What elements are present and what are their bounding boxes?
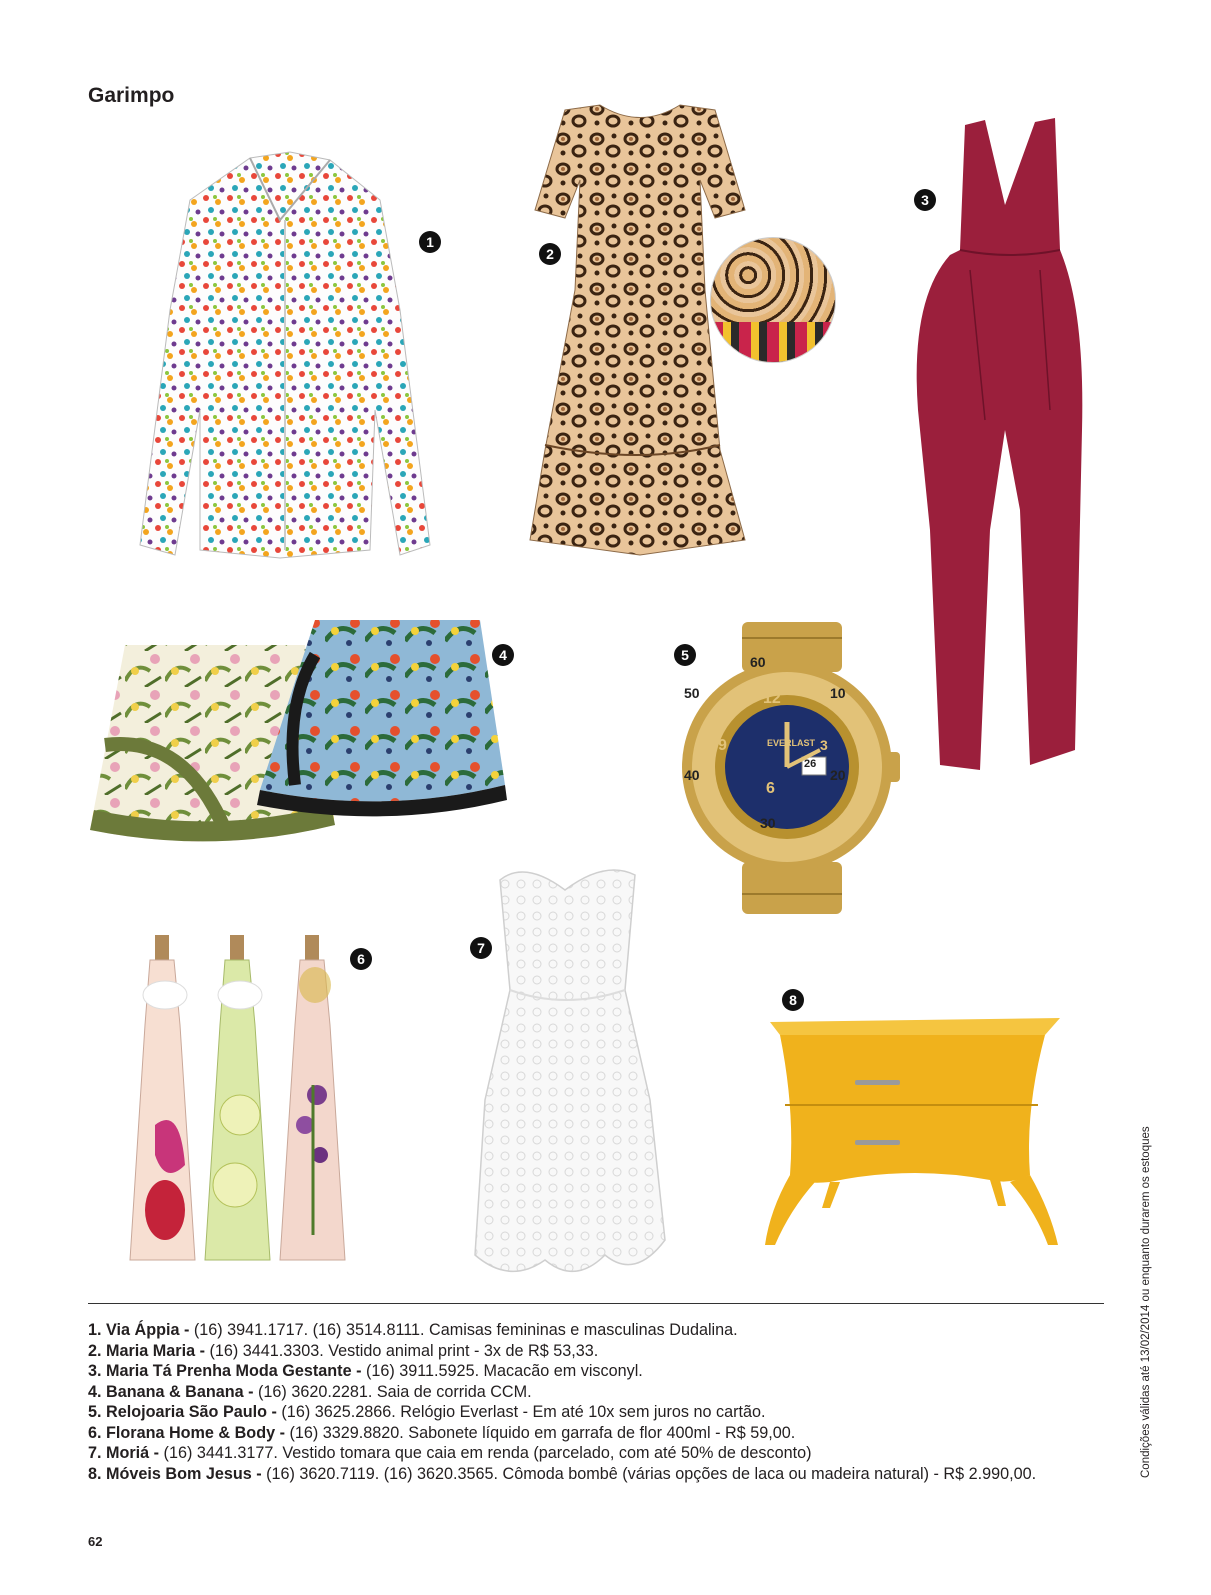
store-name: 5. Relojoaria São Paulo - <box>88 1403 277 1421</box>
watch-hour-12: 12 <box>763 690 781 707</box>
watch-bezel-30: 30 <box>760 815 776 831</box>
section-title: Garimpo <box>88 84 175 107</box>
watch-bezel-20: 20 <box>830 767 846 783</box>
product-number-badge: 6 <box>350 948 372 970</box>
watch-hour-6: 6 <box>766 780 775 797</box>
watch-hour-9: 9 <box>718 737 727 754</box>
store-details: (16) 3625.2866. Relógio Everlast - Em até 10x sem juros no cartão. <box>276 1403 766 1421</box>
watch-bezel-40: 40 <box>684 767 700 783</box>
jumpsuit-maternity-image <box>910 110 1090 775</box>
page-number: 62 <box>88 1534 103 1549</box>
divider-rule <box>88 1303 1104 1304</box>
product-number-badge: 7 <box>470 937 492 959</box>
watch-brand-text: EVERLAST <box>767 738 816 748</box>
store-details: (16) 3620.2281. Saia de corrida CCM. <box>253 1382 532 1401</box>
floral-skirts-image <box>85 615 525 860</box>
watch-bezel-50: 50 <box>684 685 700 701</box>
store-name: 3. Maria Tá Prenha Moda Gestante - <box>88 1362 362 1380</box>
blouse-polka-dot-image <box>130 150 440 565</box>
product-number-badge: 8 <box>782 989 804 1011</box>
store-name: 7. Moriá - <box>88 1444 160 1462</box>
watch-bezel-60: 60 <box>750 654 766 670</box>
credit-row <box>88 1443 1036 1464</box>
credit-row <box>88 1341 1036 1362</box>
watch-bezel-10: 10 <box>830 685 846 701</box>
product-number-badge: 3 <box>914 189 936 211</box>
credit-row <box>88 1320 1036 1341</box>
flower-bottles-image <box>125 935 350 1270</box>
yellow-dresser-image <box>760 1010 1060 1250</box>
store-name: 2. Maria Maria - <box>88 1341 205 1360</box>
validity-side-note: Condições válidas até 13/02/2014 ou enquanto durarem os estoques <box>1140 1126 1152 1478</box>
white-lace-dress-image <box>465 860 675 1290</box>
credit-row <box>88 1402 1036 1423</box>
store-name: 8. Móveis Bom Jesus - <box>88 1464 262 1483</box>
store-name: 4. Banana & Banana - <box>88 1382 254 1401</box>
credit-row <box>88 1382 1036 1403</box>
store-details: (16) 3941.1717. (16) 3514.8111. Camisas femininas e masculinas Dudalina. <box>189 1321 738 1339</box>
product-number-badge: 5 <box>674 644 696 666</box>
store-credits-list <box>88 1320 1036 1484</box>
store-name: 1. Via Áppia - <box>88 1321 190 1339</box>
product-number-badge: 1 <box>419 231 441 253</box>
store-details: (16) 3620.7119. (16) 3620.3565. Cômoda bombê (várias opções de laca ou madeira natural) - R$ 2.990,00. <box>261 1464 1037 1483</box>
credit-row <box>88 1361 1036 1382</box>
store-details: (16) 3911.5925. Macacão em visconyl. <box>361 1362 643 1380</box>
store-details: (16) 3441.3177. Vestido tomara que caia em renda (parcelado, com até 50% de desconto) <box>159 1444 812 1462</box>
store-details: (16) 3441.3303. Vestido animal print - 3x de R$ 53,33. <box>204 1341 599 1360</box>
credit-row <box>88 1464 1036 1485</box>
product-number-badge: 2 <box>539 243 561 265</box>
store-details: (16) 3329.8820. Sabonete líquido em garrafa de flor 400ml - R$ 59,00. <box>284 1423 796 1442</box>
watch-hour-3: 3 <box>820 737 828 753</box>
gold-watch-image <box>672 622 902 914</box>
product-number-badge: 4 <box>492 644 514 666</box>
credit-row <box>88 1423 1036 1444</box>
fabric-detail-circle <box>710 237 836 363</box>
watch-date: 26 <box>804 758 817 770</box>
store-name: 6. Florana Home & Body - <box>88 1423 285 1442</box>
